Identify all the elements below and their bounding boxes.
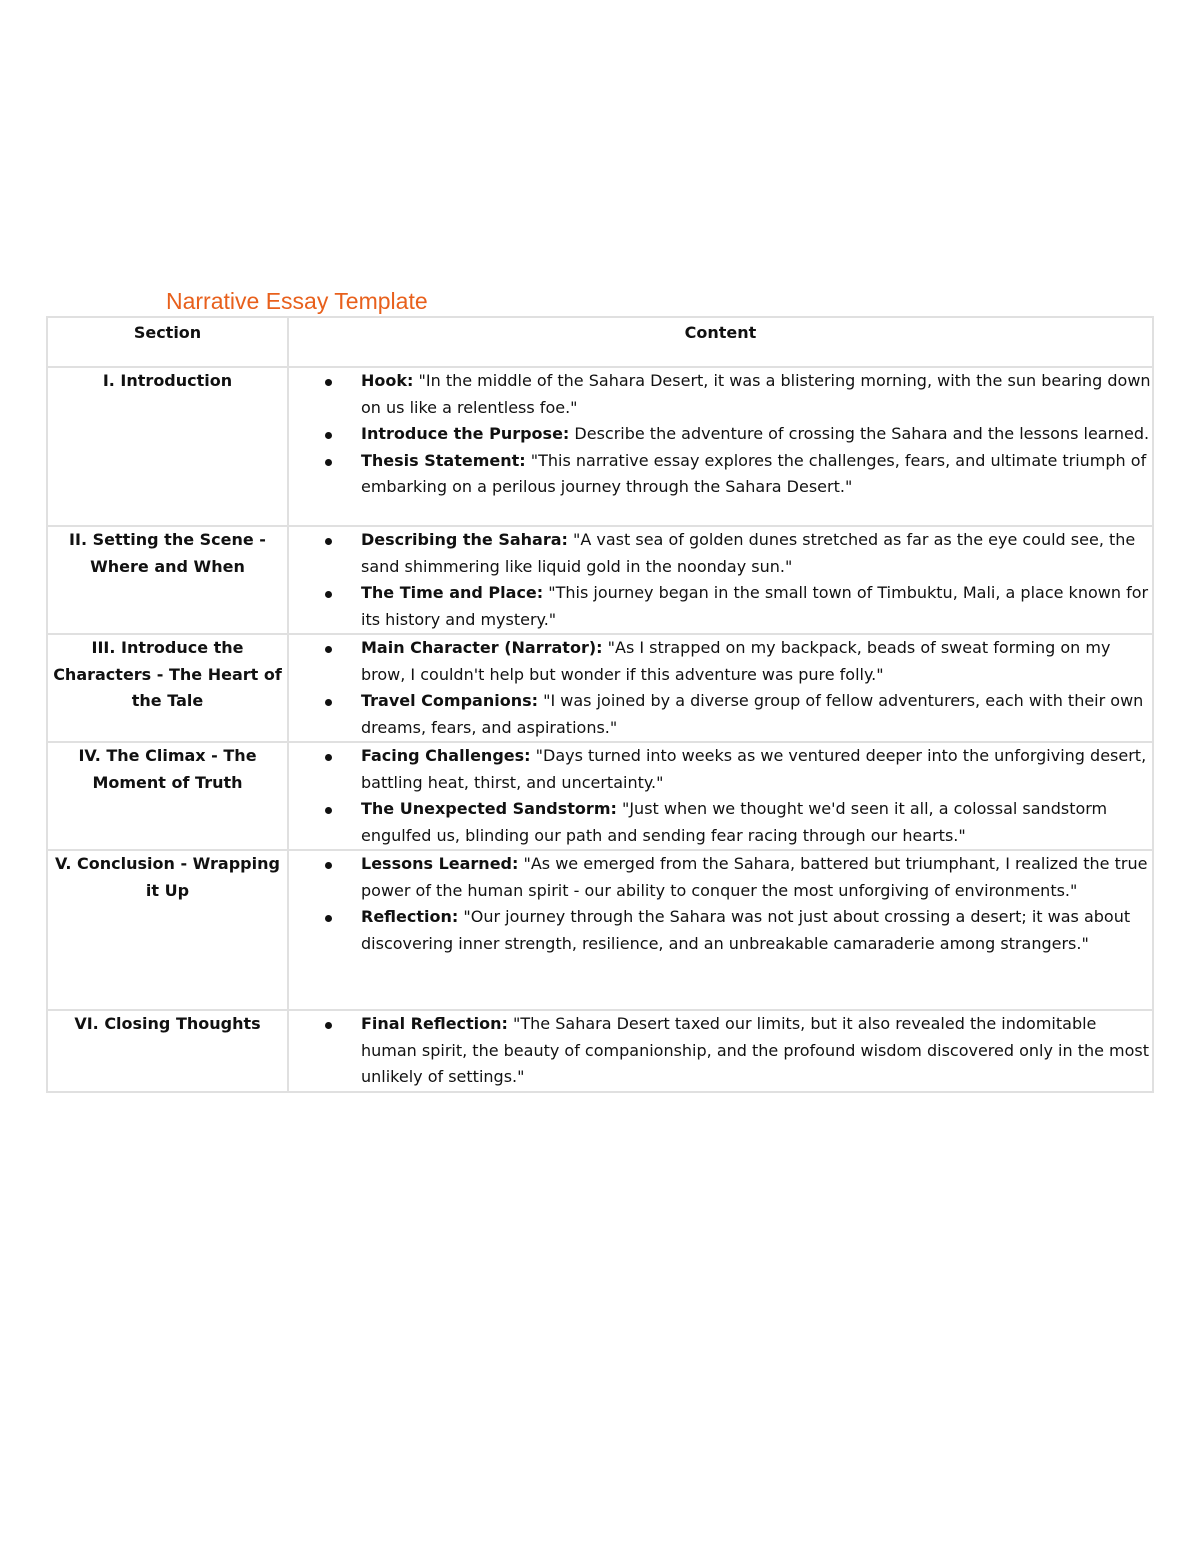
list-item bbox=[289, 743, 1152, 796]
list-item bbox=[289, 851, 1152, 904]
bullet-text: "Just when we thought we'd seen it all, a colossal sandstorm engulfed us, blinding our path and sending fear racing through our hearts." bbox=[361, 799, 1108, 845]
section-cell: V. Conclusion - Wrapping it Up bbox=[47, 850, 288, 1010]
bullet-label: Facing Challenges: bbox=[361, 746, 531, 765]
content-cell bbox=[288, 850, 1153, 1010]
bullet-text: "A vast sea of golden dunes stretched as far as the eye could see, the sand shimmering like liquid gold in the noonday sun." bbox=[361, 530, 1136, 576]
content-cell bbox=[288, 1010, 1153, 1092]
content-cell bbox=[288, 367, 1153, 526]
list-item bbox=[289, 1011, 1152, 1091]
bullet-icon bbox=[325, 1022, 332, 1029]
bullet-label: Main Character (Narrator): bbox=[361, 638, 603, 657]
essay-template-table bbox=[46, 316, 1154, 1093]
bullet-label: Hook: bbox=[361, 371, 414, 390]
section-cell: III. Introduce the Characters - The Heart of the Tale bbox=[47, 634, 288, 742]
list-item bbox=[289, 448, 1152, 501]
bullet-icon bbox=[325, 807, 332, 814]
bullet-icon bbox=[325, 754, 332, 761]
bullet-text: "I was joined by a diverse group of fellow adventurers, each with their own dreams, fears, and aspirations." bbox=[361, 691, 1144, 737]
bullet-label: Thesis Statement: bbox=[361, 450, 526, 470]
bullet-label: Introduce the Purpose: bbox=[361, 424, 570, 443]
table-header-row bbox=[47, 317, 1153, 367]
table-row bbox=[47, 526, 1153, 634]
bullet-list bbox=[289, 527, 1152, 633]
bullet-text: "Days turned into weeks as we ventured deeper into the unforgiving desert, battling heat, thirst, and uncertainty." bbox=[361, 746, 1147, 792]
section-cell: VI. Closing Thoughts bbox=[47, 1010, 288, 1092]
bullet-label: Reflection: bbox=[361, 907, 459, 926]
bullet-text: Describe the adventure of crossing the Sahara and the lessons learned. bbox=[569, 424, 1150, 443]
list-item bbox=[289, 368, 1152, 421]
section-cell: II. Setting the Scene - Where and When bbox=[47, 526, 288, 634]
bullet-icon bbox=[325, 432, 332, 439]
bullet-list bbox=[289, 368, 1152, 501]
bullet-list bbox=[289, 743, 1152, 849]
bullet-text: "In the middle of the Sahara Desert, it was a blistering morning, with the sun bearing down on us like a relentless foe." bbox=[361, 371, 1151, 417]
bullet-icon bbox=[325, 459, 332, 466]
bullet-text: "The Sahara Desert taxed our limits, but it also revealed the indomitable human spirit, the beauty of companionship, and the profound wisdom discovered only in the most unlikely of settings." bbox=[361, 1014, 1150, 1086]
bullet-list bbox=[289, 635, 1152, 741]
bullet-icon bbox=[325, 699, 332, 706]
list-item bbox=[289, 527, 1152, 580]
bullet-label: Final Reflection: bbox=[361, 1014, 508, 1033]
table-row bbox=[47, 1010, 1153, 1092]
content-cell bbox=[288, 634, 1153, 742]
section-cell: IV. The Climax - The Moment of Truth bbox=[47, 742, 288, 850]
bullet-list bbox=[289, 851, 1152, 957]
table-body bbox=[47, 367, 1153, 1092]
bullet-icon bbox=[325, 646, 332, 653]
bullet-text: "As I strapped on my backpack, beads of sweat forming on my brow, I couldn't help but wonder if this adventure was pure folly." bbox=[361, 638, 1111, 684]
bullet-icon bbox=[325, 915, 332, 922]
content-cell bbox=[288, 526, 1153, 634]
table-row bbox=[47, 850, 1153, 1010]
bullet-text: "This narrative essay explores the challenges, fears, and ultimate triumph of embarking on a perilous journey through the Sahara Desert." bbox=[361, 450, 1147, 496]
list-item bbox=[289, 904, 1152, 957]
table-row bbox=[47, 367, 1153, 526]
list-item bbox=[289, 580, 1152, 633]
list-item bbox=[289, 635, 1152, 688]
bullet-label: The Time and Place: bbox=[361, 583, 544, 602]
document-title: Narrative Essay Template bbox=[166, 288, 428, 314]
list-item bbox=[289, 421, 1152, 448]
bullet-label: Travel Companions: bbox=[361, 691, 539, 710]
section-cell: I. Introduction bbox=[47, 367, 288, 526]
list-item bbox=[289, 688, 1152, 741]
table-row bbox=[47, 742, 1153, 850]
bullet-text: "As we emerged from the Sahara, battered but triumphant, I realized the true power of the human spirit - our ability to conquer the most unforgiving of environments." bbox=[361, 854, 1148, 900]
bullet-label: Lessons Learned: bbox=[361, 854, 519, 873]
bullet-label: Describing the Sahara: bbox=[361, 530, 568, 549]
bullet-icon bbox=[325, 538, 332, 545]
content-cell bbox=[288, 742, 1153, 850]
column-header-content: Content bbox=[288, 317, 1153, 367]
bullet-icon bbox=[325, 591, 332, 598]
list-item bbox=[289, 796, 1152, 849]
bullet-icon bbox=[325, 379, 332, 386]
table-row bbox=[47, 634, 1153, 742]
bullet-list bbox=[289, 1011, 1152, 1091]
column-header-section: Section bbox=[47, 317, 288, 367]
bullet-icon bbox=[325, 862, 332, 869]
bullet-text: "This journey began in the small town of Timbuktu, Mali, a place known for its history and mystery." bbox=[361, 583, 1149, 629]
bullet-text: "Our journey through the Sahara was not just about crossing a desert; it was about discovering inner strength, resilience, and an unbreakable camaraderie among strangers." bbox=[361, 907, 1131, 953]
bullet-label: The Unexpected Sandstorm: bbox=[361, 799, 617, 818]
